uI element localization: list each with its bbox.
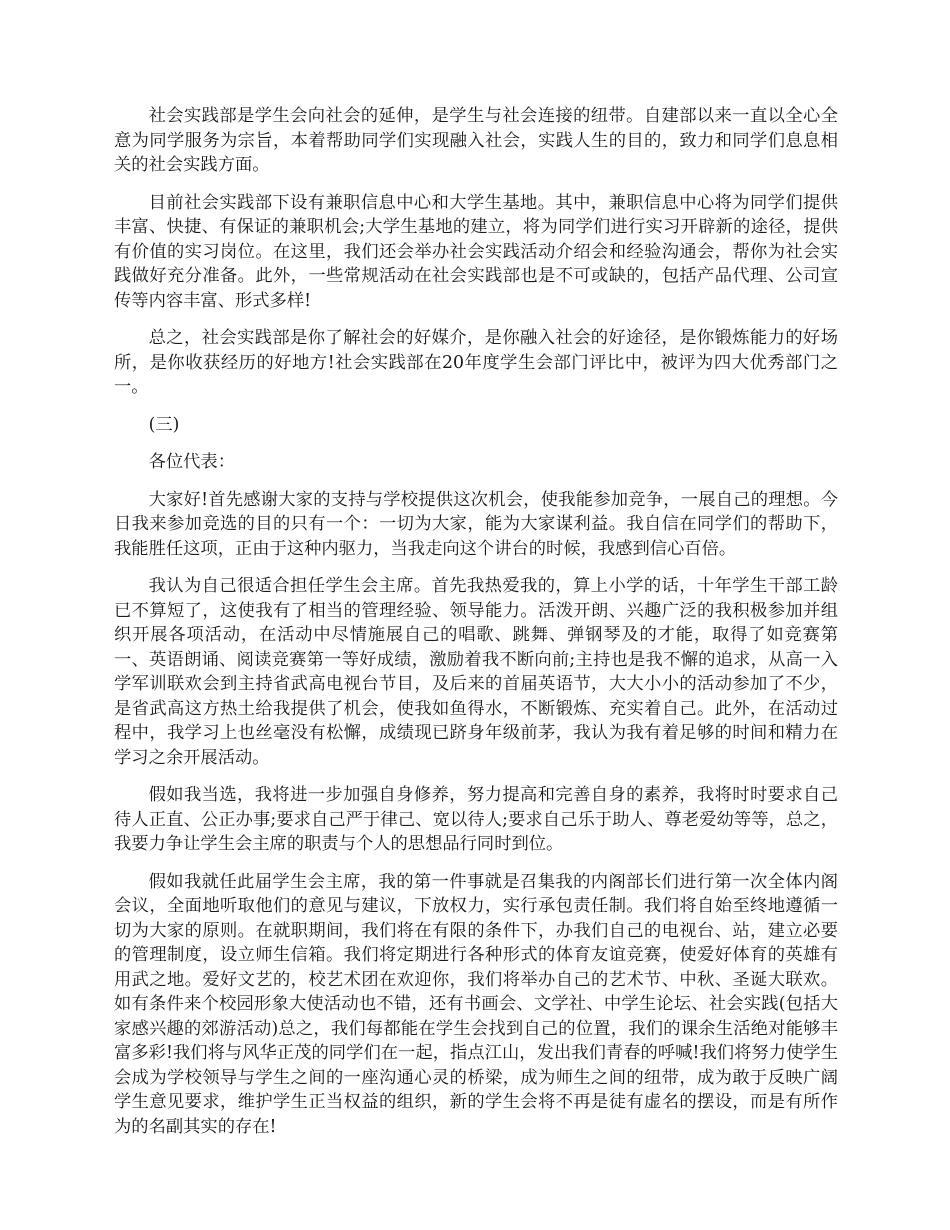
paragraph-plans: 假如我就任此届学生会主席，我的第一件事就是召集我的内阁部长们进行第一次全体内阁会议，全面地听取他们的意见与建议，下放权力，实行承包责任制。我们将自始至终地遵循一切为大家的原则。在就职期间，我们将在有限的条件下，办我们自己的电视台、站，建立必要的管理制度，设立师生信箱。我们将定期进行各种形式的体育友谊竞赛，使爱好体育的英雄有用武之地。爱好文艺的，校艺术团在欢迎你，我们将举办自己的艺术节、中秋、圣诞大联欢。如有条件来个校园形象大使活动也不错，还有书画会、文学社、中学生论坛、社会实践(包括大家感兴趣的郊游活动)总之，我们每都能在学生会找到自己的位置，我们的课余生活绝对能够丰富多彩!我们将与风华正茂的同学们在一起，指点江山，发出我们青春的呼喊!我们将努力使学生会成为学校领导与学生之间的一座沟通心灵的桥梁，成为师生之间的纽带，成为敢于反映广阔学生意见要求，维护学生正当权益的组织，新的学生会将不再是徒有虚名的摆设，而是有所作为的名副其实的存在!	[114, 871, 838, 1137]
paragraph-greeting: 大家好!首先感谢大家的支持与学校提供这次机会，使我能参加竞争，一展自己的理想。今日我来参加竞选的目的只有一个：一切为大家，能为大家谋利益。我自信在同学们的帮助下，我能胜任这项，正由于这种内驱力，当我走向这个讲台的时候，我感到信心百倍。	[114, 489, 838, 559]
paragraph-qualifications: 我认为自己很适合担任学生会主席。首先我热爱我的，算上小学的话，十年学生干部工龄已不算短了，这使我有了相当的管理经验、领导能力。活泼开朗、兴趣广泛的我积极参加并组织开展各项活动，在活动中尽情施展自己的唱歌、跳舞、弹钢琴及的才能，取得了如竞赛第一、英语朗诵、阅读竞赛第一等好成绩，激励着我不断向前;主持也是我不懈的追求，从高一入学军训联欢会到主持省武高电视台节目，及后来的首届英语节，大大小小的活动参加了不少，是省武高这方热土给我提供了机会，使我如鱼得水，不断锻炼、充实着自己。此外，在活动过程中，我学习上也丝毫没有松懈，成绩现已跻身年级前茅，我认为我有着足够的时间和精力在学习之余开展活动。	[114, 576, 838, 768]
section-heading-three: (三)	[148, 414, 180, 435]
paragraph-self-improvement: 假如我当选，我将进一步加强自身修养，努力提高和完善自身的素养，我将时时要求自己待人正直、公正办事;要求自己严于律己、宽以待人;要求自己乐于助人、尊老爱幼等等，总之，我要力争让学生会主席的职责与个人的思想品行同时到位。	[114, 785, 838, 854]
salutation: 各位代表：	[148, 452, 236, 472]
paragraph-summary: 总之，社会实践部是你了解社会的好媒介，是你融入社会的好途径，是你锻炼能力的好场所，是你收获经历的好地方!社会实践部在20年度学生会部门评比中，被评为四大优秀部门之一。	[114, 328, 838, 397]
paragraph-department-structure: 目前社会实践部下设有兼职信息中心和大学生基地。其中，兼职信息中心将为同学们提供丰富、快捷、有保证的兼职机会;大学生基地的建立，将为同学们进行实习开辟新的途径，提供有价值的实习岗位。在这里，我们还会举办社会实践活动介绍会和经验沟通会，帮你为社会实践做好充分准备。此外，一些常规活动在社会实践部也是不可或缺的，包括产品代理、公司宣传等内容丰富、形式多样!	[114, 192, 838, 311]
document-body	[114, 104, 838, 1152]
paragraph-social-practice-intro: 社会实践部是学生会向社会的延伸，是学生与社会连接的纽带。自建部以来一直以全心全意为同学服务为宗旨，本着帮助同学们实现融入社会，实践人生的目的，致力和同学们息息相关的社会实践方面。	[114, 106, 838, 175]
